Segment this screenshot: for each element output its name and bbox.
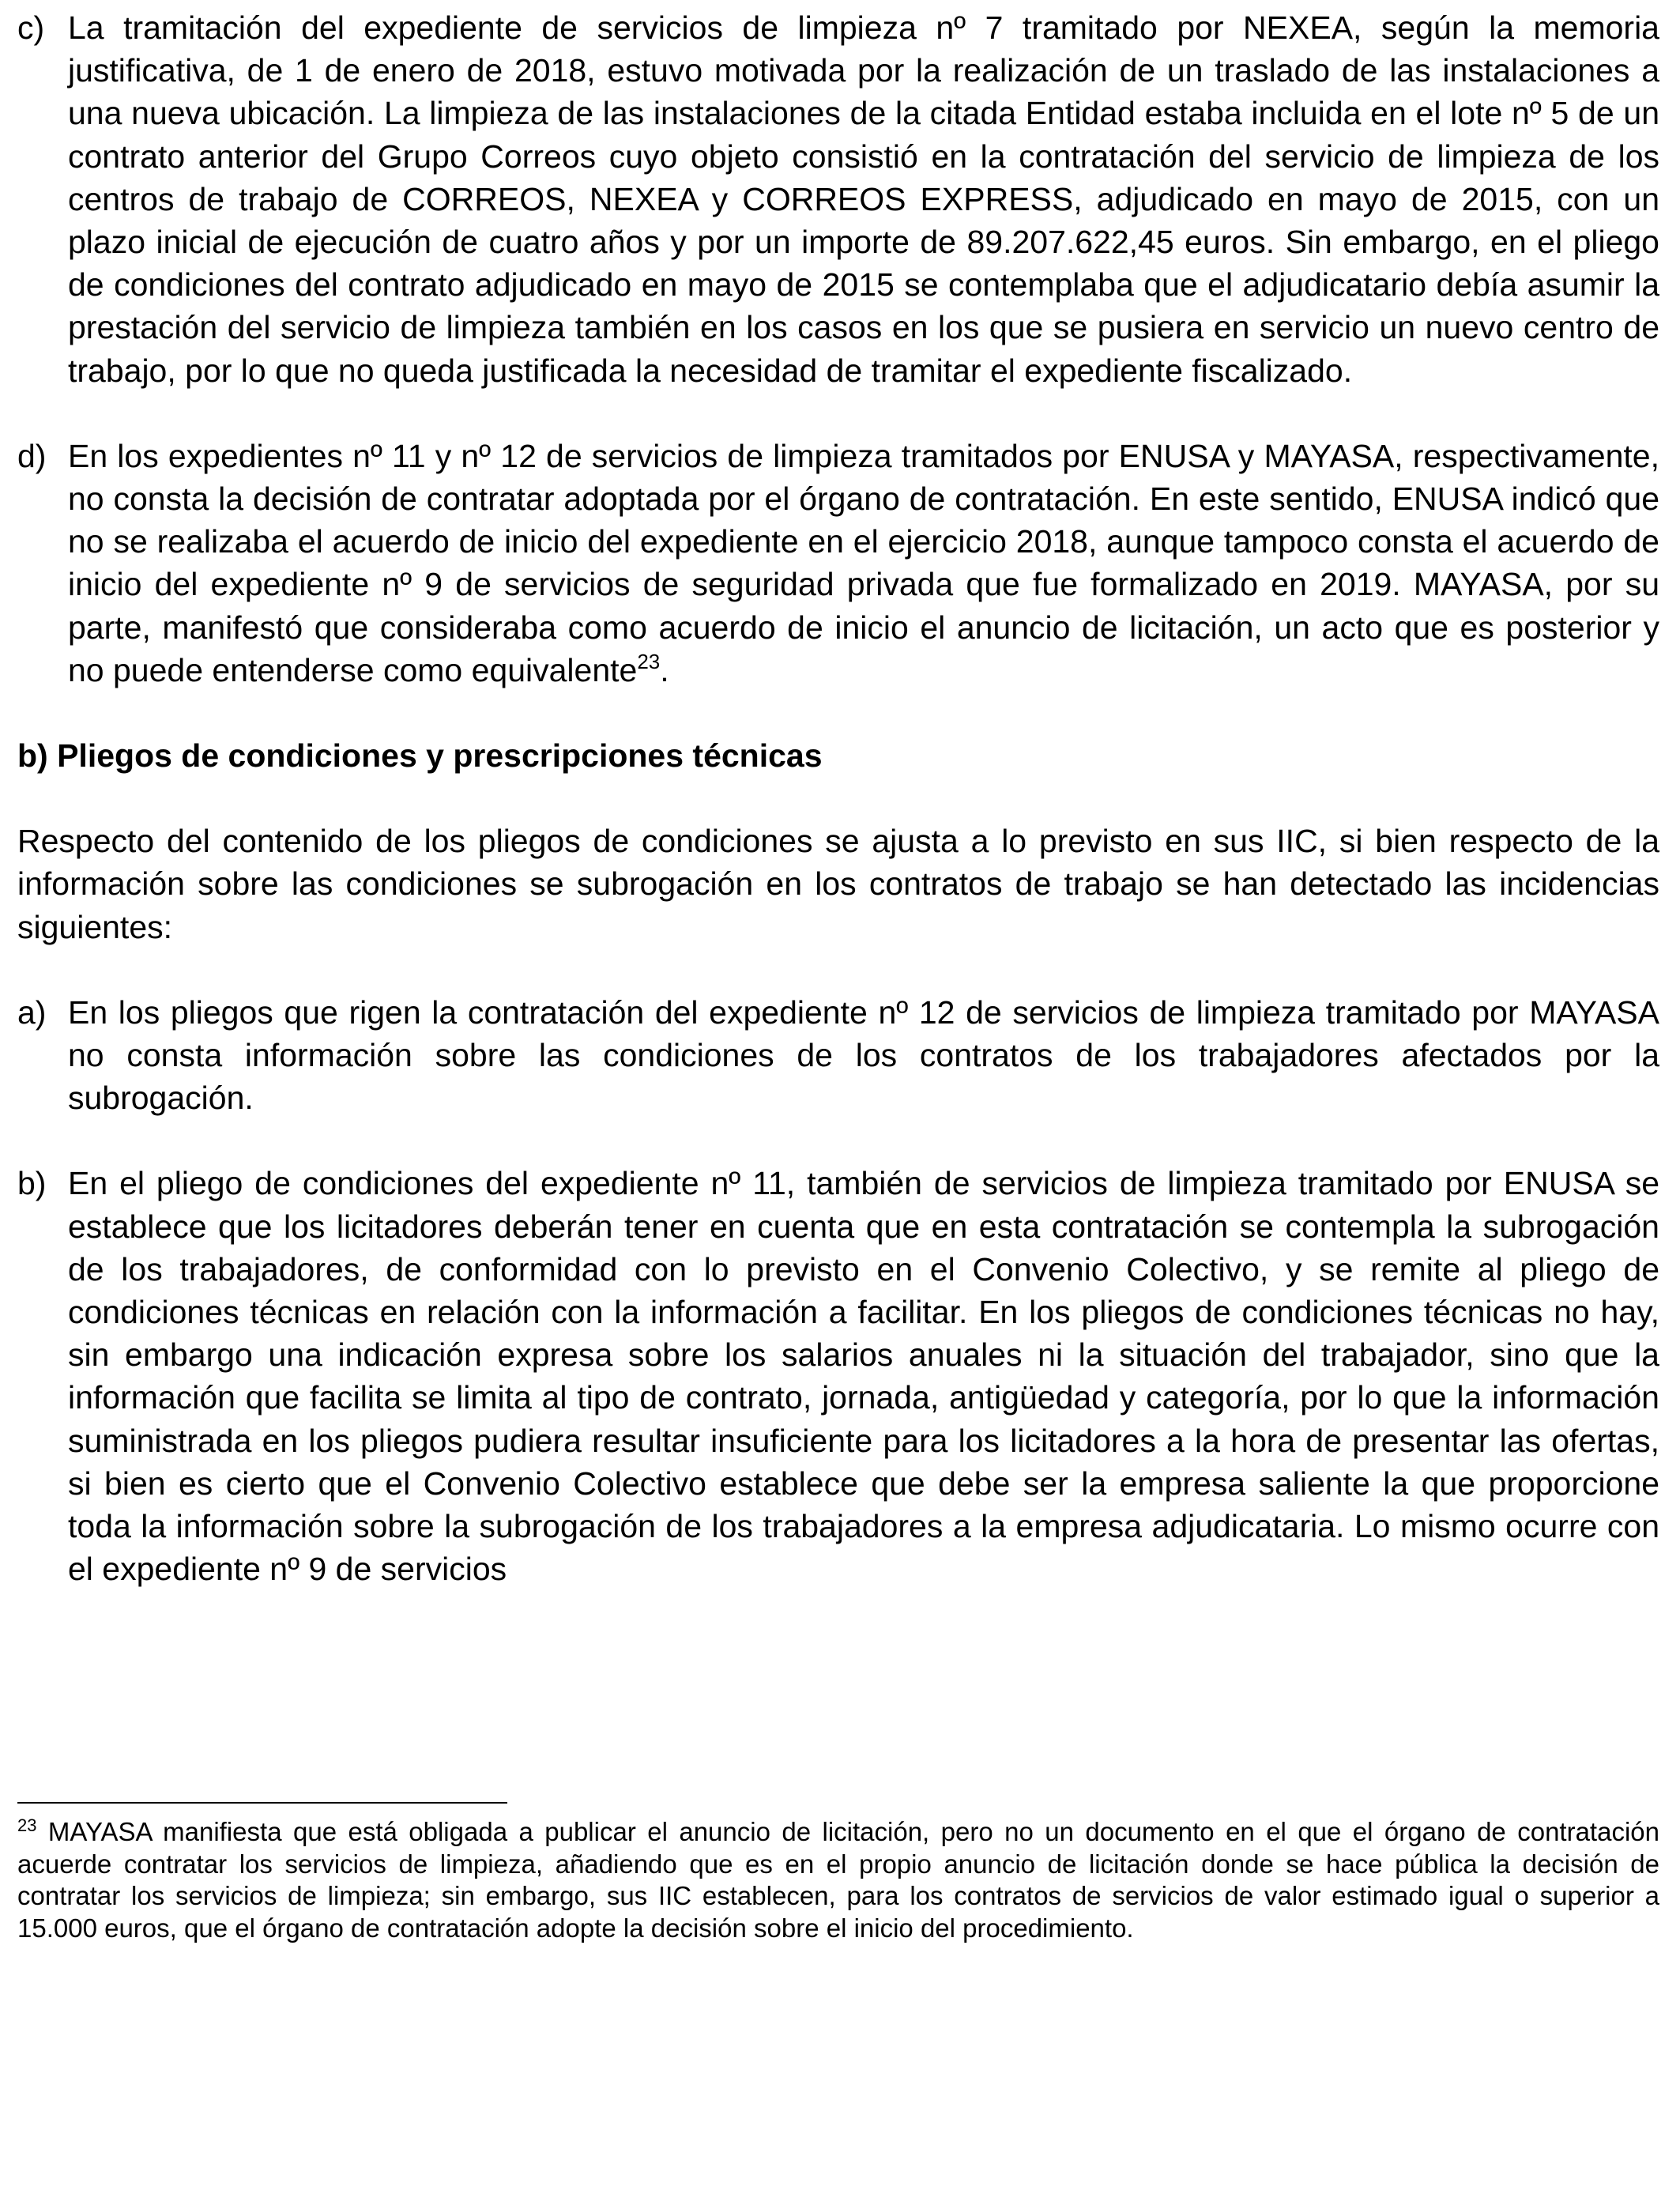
footnote-reference[interactable]: 23	[637, 649, 661, 673]
list-item-d	[17, 435, 1659, 692]
list-item-text: La tramitación del expediente de servicios de limpieza nº 7 tramitado por NEXEA, según la memoria justificativa, de 1 de enero de 2018, estuvo motivada por la realización de un traslado de las instalaciones a una nueva ubicación. La limpieza de las instalaciones de la citada Entidad estaba incluida en el lote nº 5 de un contrato anterior del Grupo Correos cuyo objeto consistió en la contratación del servicio de limpieza de los centros de trabajo de CORREOS, NEXEA y CORREOS EXPRESS, adjudicado en mayo de 2015, con un plazo inicial de ejecución de cuatro años y por un importe de 89.207.622,45 euros. Sin embargo, en el pliego de condiciones del contrato adjudicado en mayo de 2015 se contemplaba que el adjudicatario debía asumir la prestación del servicio de limpieza también en los casos en los que se pusiera en servicio un nuevo centro de trabajo, por lo que no queda justificada la necesidad de tramitar el expediente fiscalizado.	[68, 9, 1659, 389]
spacer	[17, 777, 1659, 820]
spacer	[17, 692, 1659, 734]
list-marker: d)	[17, 437, 47, 474]
list-item-c	[17, 6, 1659, 392]
list-marker: a)	[17, 993, 47, 1031]
list-marker: c)	[17, 9, 45, 46]
intro-paragraph: Respecto del contenido de los pliegos de condiciones se ajusta a lo previsto en sus IIC, si bien respecto de la información sobre las condiciones se subrogación en los contratos de trabajo se han detectado las incidencias siguientes:	[17, 823, 1659, 945]
main-body	[17, 6, 1659, 1591]
spacer	[17, 948, 1659, 991]
footnote-divider	[17, 1802, 507, 1804]
footnote-text: MAYASA manifiesta que está obligada a publicar el anuncio de licitación, pero no un documento en el que el órgano de contratación acuerde contratar los servicios de limpieza, añadiendo que es en el propio anuncio de licitación donde se hace pública la decisión de contratar los servicios de limpieza; sin embargo, sus IIC establecen, para los contratos de servicios de valor estimado igual o superior a 15.000 euros, que el órgano de contratación adopte la decisión sobre el inicio del procedimiento.	[17, 1817, 1659, 1943]
list-item-tail: .	[660, 651, 669, 688]
list-marker: b)	[17, 1165, 47, 1202]
list-item-text: En el pliego de condiciones del expediente nº 11, también de servicios de limpieza tramitado por ENUSA se establece que los licitadores deberán tener en cuenta que en esta contratación se contempla la subrogación de los trabajadores, de conformidad con lo previsto en el Convenio Colectivo, y se remite al pliego de condiciones técnicas en relación con la información a facilitar. En los pliegos de condiciones técnicas no hay, sin embargo una indicación expresa sobre los salarios anuales ni la situación del trabajador, sino que la información que facilita se limita al tipo de contrato, jornada, antigüedad y categoría, por lo que la información suministrada en los pliegos pudiera resultar insuficiente para los licitadores a la hora de presentar las ofertas, si bien es cierto que el Convenio Colectivo establece que debe ser la empresa saliente la que proporcione toda la información sobre la subrogación de los trabajadores a la empresa adjudicataria. Lo mismo ocurre con el expediente nº 9 de servicios	[68, 1165, 1659, 1588]
list-item-b	[17, 1162, 1659, 1590]
spacer	[17, 1119, 1659, 1162]
section-heading: b) Pliegos de condiciones y prescripciones técnicas	[17, 737, 823, 775]
list-item-text: En los pliegos que rigen la contratación del expediente nº 12 de servicios de limpieza tramitado por MAYASA no consta información sobre las condiciones de los contratos de los trabajadores afectados por la subrogación.	[68, 993, 1659, 1117]
list-item-text: En los expedientes nº 11 y nº 12 de servicios de limpieza tramitados por ENUSA y MAYASA, respectivamente, no consta la decisión de contratar adoptada por el órgano de contratación. En este sentido, ENUSA indicó que no se realizaba el acuerdo de inicio del expediente en el ejercicio 2018, aunque tampoco consta el acuerdo de inicio del expediente nº 9 de servicios de seguridad privada que fue formalizado en 2019. MAYASA, por su parte, manifestó que consideraba como acuerdo de inicio el anuncio de licitación, un acto que es posterior y no puede entenderse como equivalente	[68, 437, 1659, 688]
list-item-a	[17, 991, 1659, 1120]
document-page	[17, 0, 1659, 2194]
footnote-number: 23	[17, 1815, 37, 1835]
footnote-23	[17, 1816, 1659, 1944]
spacer	[17, 392, 1659, 435]
